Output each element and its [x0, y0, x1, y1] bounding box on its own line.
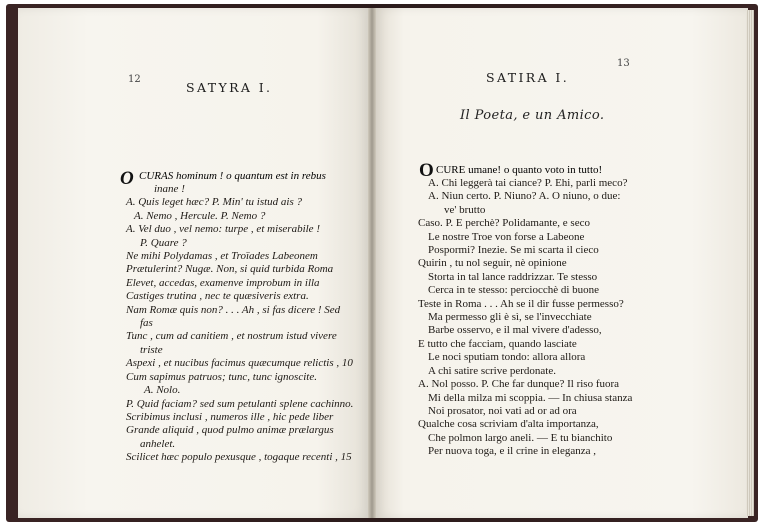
- right-verse-list: [418, 177, 632, 459]
- verse-line: Per nuova toga, e il crine in eleganza ,: [428, 445, 596, 458]
- verse-line: Barbe osservo, e il mal vivere d'adesso,: [428, 324, 602, 337]
- left-drop-cap: O: [120, 168, 134, 189]
- book-gutter: [368, 8, 376, 518]
- verse-line: P. Quid faciam? sed sum petulanti splene cachinno.: [126, 397, 354, 410]
- right-page-number: 13: [617, 58, 630, 69]
- verse-line: Ne mihi Polydamas , et Troïades Labeonem: [126, 250, 318, 263]
- left-first-line: CURAS hominum ! o quantum est in rebus: [139, 170, 326, 182]
- verse-line: Teste in Roma . . . Ah se il dir fusse permesso?: [418, 297, 624, 310]
- verse-line: Mi della milza mi scoppia. — In chiusa stanza: [428, 391, 633, 404]
- right-first-line: CURE umane! o quanto voto in tutto!: [436, 164, 603, 176]
- verse-line: Tunc , cum ad canitiem , et nostrum istud vivere: [126, 330, 337, 343]
- left-running-head: SATYRA I.: [186, 80, 273, 95]
- right-running-head: SATIRA I.: [486, 70, 570, 85]
- verse-line: A. Chi leggerà tai ciance? P. Ehi, parli meco?: [428, 177, 628, 189]
- verse-line: A. Nemo , Hercule. P. Nemo ?: [134, 209, 266, 222]
- verse-line: anhelet.: [140, 437, 176, 450]
- verse-line: Che polmon largo aneli. — E tu bianchito: [428, 431, 613, 444]
- verse-line: Prætulerint? Nugæ. Non, si quid turbida Roma: [126, 263, 334, 276]
- verse-line: Qualche cosa scriviam d'alta importanza,: [418, 418, 599, 431]
- page-edges: [746, 10, 754, 516]
- verse-line: E tutto che facciam, quando lasciate: [418, 337, 577, 350]
- verse-line: Nam Romæ quis non? . . . Ah , si fas dicere ! Sed: [126, 303, 341, 316]
- verse-line: Pospormi? Inezie. Se mi scarta il cieco: [428, 244, 599, 257]
- verse-line: Castiges trutina , nec te quæsiveris extra.: [126, 290, 309, 303]
- verse-line: A. Niun certo. P. Niuno? A. O niuno, o due:: [428, 190, 621, 203]
- verse-line: fas: [140, 317, 153, 330]
- verse-line: A. Vel duo , vel nemo: turpe , et miserabile !: [126, 223, 320, 236]
- verse-line: Elevet, accedas, examenve improbum in illa: [126, 276, 320, 289]
- verse-line: A chi satire scrive perdonate.: [428, 364, 556, 377]
- verse-line: Noi prosator, noi vati ad or ad ora: [428, 404, 577, 417]
- verse-line: inane !: [154, 183, 185, 195]
- left-page-number: 12: [128, 74, 141, 85]
- right-drop-cap: O: [419, 160, 434, 181]
- verse-line: A. Nolo.: [144, 384, 181, 397]
- verse-line: Quirin , tu nol seguir, nè opinione: [418, 257, 567, 270]
- verse-line: A. Nol posso. P. Che far dunque? Il riso fuora: [418, 378, 620, 391]
- verse-line: P. Quare ?: [140, 236, 187, 249]
- verse-line: Storta in tal lance raddrizzar. Te stesso: [428, 270, 598, 283]
- verse-line: Cerca in te stesso: perciocchè di buone: [428, 284, 600, 297]
- verse-line: Scribimus inclusi , numeros ille , hic pede liber: [126, 410, 334, 423]
- verse-line: Grande aliquid , quod pulmo animæ prælargus: [126, 424, 334, 437]
- left-verse-list: [126, 183, 353, 465]
- verse-line: Ma permesso gli è sì, se l'invecchiate: [428, 311, 592, 324]
- verse-line: Cum sapimus patruos; tunc, tunc ignoscite.: [126, 370, 317, 383]
- verse-line: Aspexi , et nucibus facimus quæcumque relictis , 10: [126, 357, 353, 370]
- verse-line: Scilicet hæc populo pexusque , togaque recenti , 15: [126, 451, 352, 464]
- right-subtitle: Il Poeta, e un Amico.: [460, 108, 605, 123]
- verse-line: Caso. P. E perchè? Polidamante, e seco: [418, 217, 590, 230]
- verse-line: Le noci sputiam tondo: allora allora: [428, 351, 586, 364]
- verse-line: Le nostre Troe von forse a Labeone: [428, 230, 585, 243]
- verse-line: A. Quis leget hæc? P. Min' tu istud ais ?: [126, 196, 303, 209]
- verse-line: ve' brutto: [444, 203, 486, 216]
- verse-line: triste: [140, 343, 163, 356]
